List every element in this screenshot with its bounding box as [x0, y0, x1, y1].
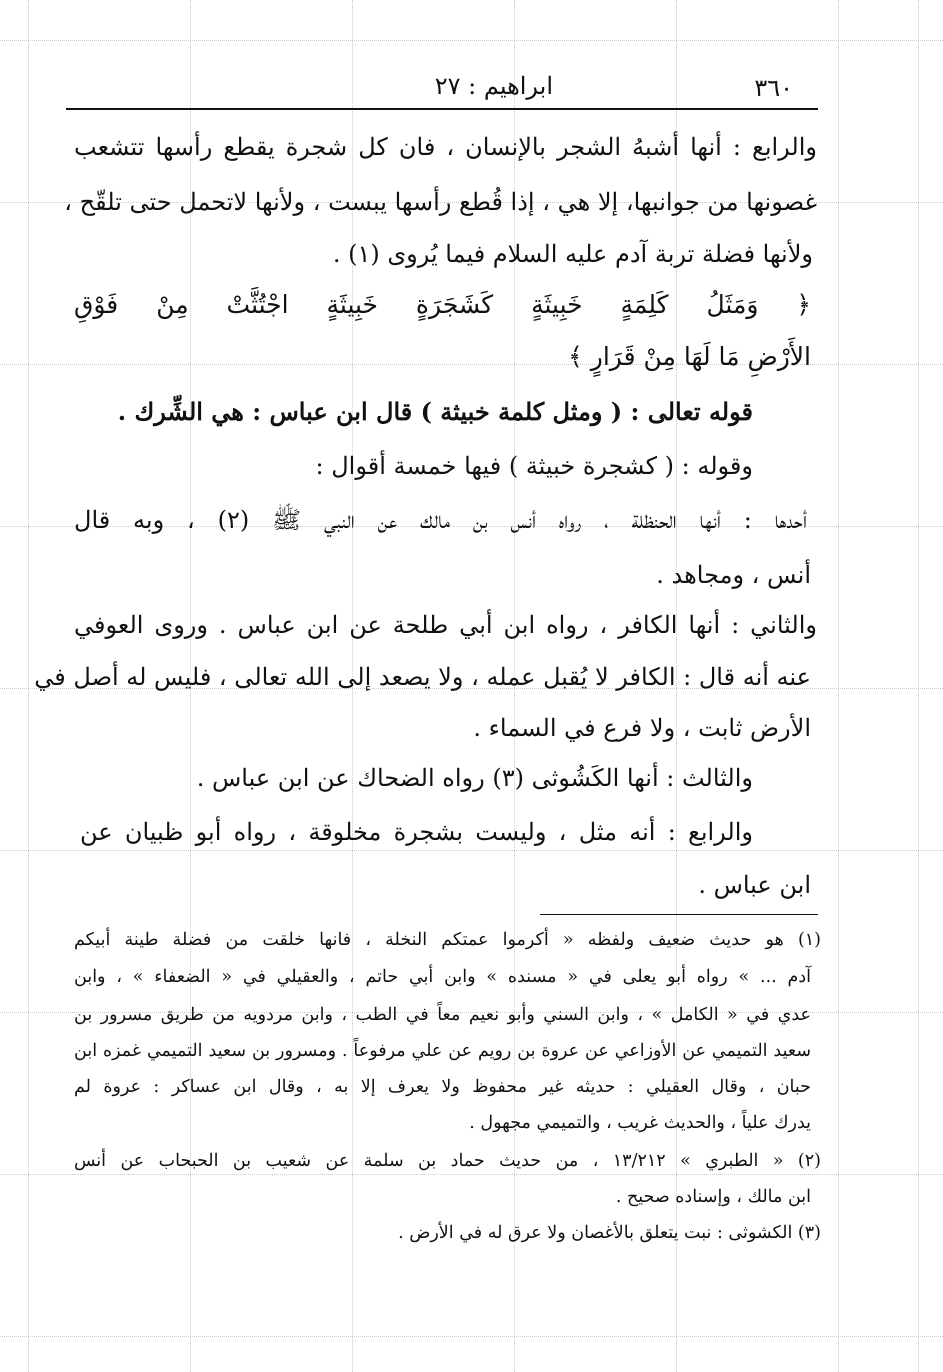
footnote-line: (٢) « الطبري » ١٣/٢١٢ ، من حديث حماد بن سلمة عن شعيب بن الحبحاب عن أنس	[74, 1151, 821, 1171]
body-line: وقوله : ( كشجرة خبيثة ) فيها خمسة أقوال :	[315, 452, 753, 480]
footnote-line: عدي في « الكامل » ، وابن السني وأبو نعيم معاً في الطب ، وابن مردويه من طريق مسرور بن	[74, 1005, 811, 1025]
body-line: والرابع : أنها أشبهُ الشجر بالإنسان ، فان كل شجرة يقطع رأسها تتشعب	[74, 133, 817, 161]
footnote-line: حبان ، وقال العقيلي : حديثه غير محفوظ ولا يعرف إلا به ، وقال ابن عساكر : عروة لم	[74, 1077, 811, 1097]
footnote-line: (١) هو حديث ضعيف ولفظه « أكرموا عمتكم النخلة ، فانها خلقت من فضلة طينة أبيكم	[74, 930, 821, 950]
body-line: ولأنها فضلة تربة آدم عليه السلام فيما يُروى (١) .	[332, 240, 813, 268]
body-line: أنس ، ومجاهد .	[656, 561, 811, 589]
body-line: والرابع : أنه مثل ، وليست بشجرة مخلوقة ، رواه أبو ظبيان عن	[80, 818, 753, 846]
footnote-line: يدرك علياً ، والحديث غريب ، والتميمي مجهول .	[469, 1113, 811, 1133]
body-line: غصونها من جوانبها، إلا هي ، إذا قُطع رأسها يبست ، ولأنها لاتحمل حتى تلقّح ،	[64, 188, 817, 216]
body-line: والثالث : أنها الكَشُوثى (٣) رواه الضحاك عن ابن عباس .	[196, 764, 753, 792]
quran-verse-line: الأَرْضِ مَا لَهَا مِنْ قَرَارٍ ﴾	[568, 342, 811, 371]
footnote-line: (٣) الكشوثى : نبت يتعلق بالأغصان ولا عرق له في الأرض .	[398, 1223, 821, 1243]
body-line: أحدها : أنها الحنظلة ، رواه أنس بن مالك عن النبي ﷺ (٢) ، وبه قال	[74, 506, 808, 534]
body-line: عنه أنه قال : الكافر لا يُقبل عمله ، ولا يصعد إلى الله تعالى ، فليس له أصل في	[34, 663, 811, 691]
page-number: ٣٦٠	[754, 74, 793, 102]
footnotes-rule	[540, 914, 818, 915]
header-rule	[66, 108, 818, 110]
body-line: ابن عباس .	[698, 871, 811, 899]
running-title: ابراهيم : ٢٧	[434, 72, 553, 100]
body-line: قوله تعالى : ( ومثل كلمة خبيثة ) قال ابن عباس : هي الشِّرك .	[117, 397, 753, 426]
body-line: والثاني : أنها الكافر ، رواه ابن أبي طلحة عن ابن عباس . وروى العوفي	[74, 611, 817, 639]
footnote-line: ابن مالك ، وإسناده صحيح .	[615, 1187, 811, 1207]
footnote-line: سعيد التميمي عن الأوزاعي عن عروة بن رويم عن علي مرفوعاً . ومسرور بن سعيد التميمي غمزه ابن	[74, 1041, 811, 1061]
footnote-line: آدم ... » رواه أبو يعلى في « مسنده » وابن أبي حاتم ، والعقيلي في « الضعفاء » ، وابن	[74, 967, 811, 987]
body-line: الأرض ثابت ، ولا فرع في السماء .	[473, 714, 811, 742]
quran-verse-line: ﴿ وَمَثَلُ كَلِمَةٍ خَبِيثَةٍ كَشَجَرَةٍ خَبِيثَةٍ اجْتُثَّتْ مِنْ فَوْقِ	[74, 290, 811, 319]
